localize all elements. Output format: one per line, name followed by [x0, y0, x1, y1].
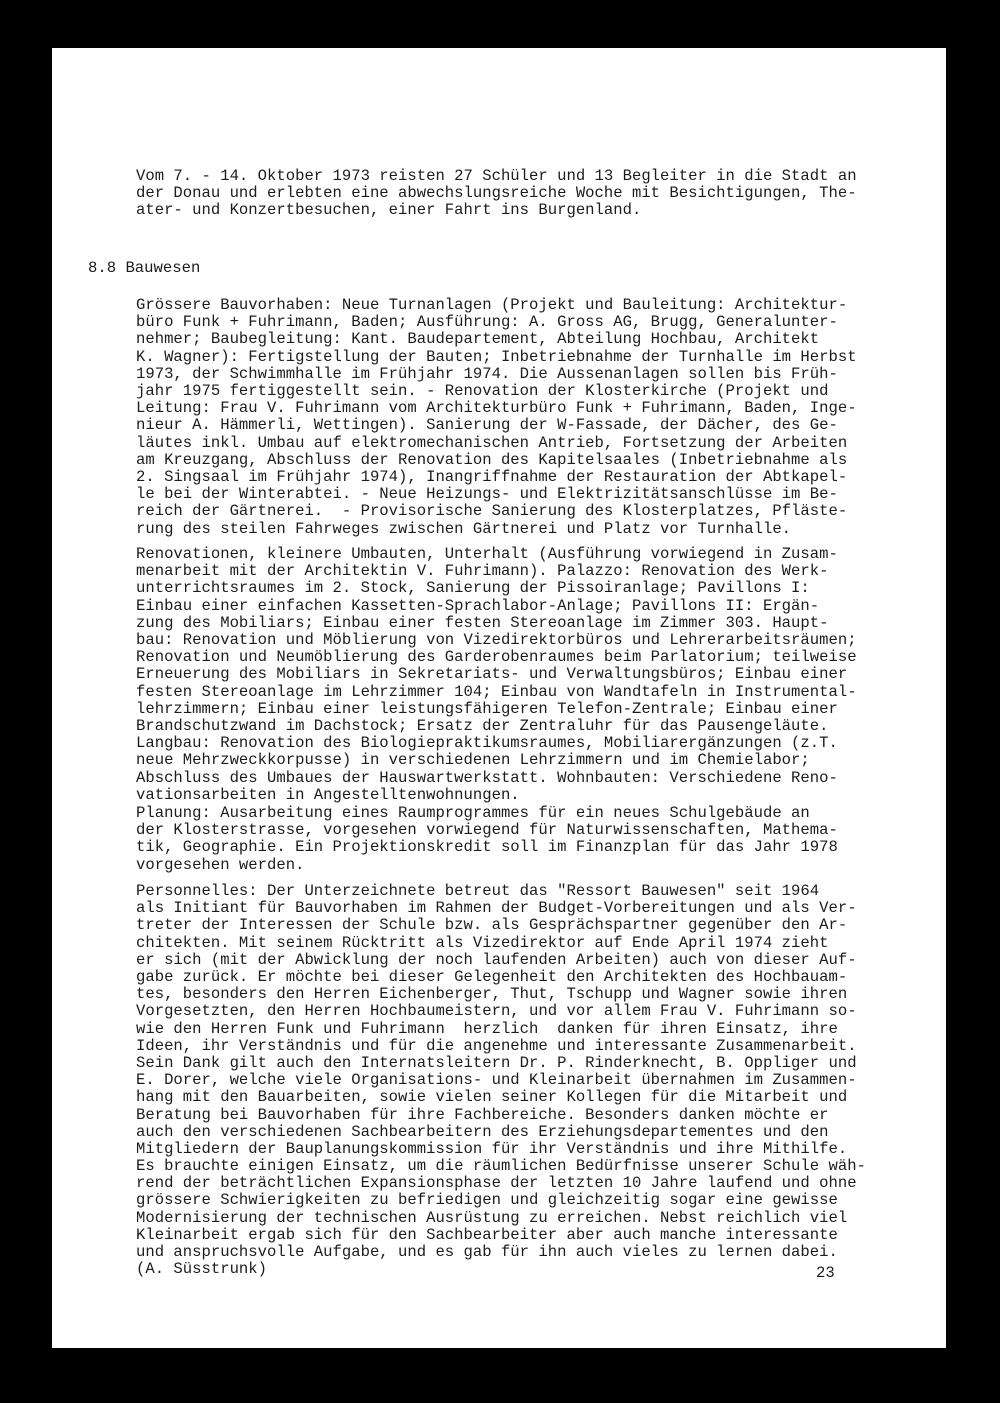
- text-line: grössere Schwierigkeiten zu befriedigen und gleichzeitig sogar eine gewisse: [136, 1191, 838, 1210]
- paragraph-bauvorhaben: [136, 297, 926, 538]
- text-line: Vorgesetzten, den Herren Hochbaumeistern, und vor allem Frau V. Fuhrimann so-: [136, 1002, 857, 1021]
- text-line: Einbau einer einfachen Kassetten-Sprachlabor-Anlage; Pavillons II: Ergän-: [136, 596, 820, 615]
- text-line: jahr 1975 fertiggestellt sein. - Renovation der Klosterkirche (Projekt und: [136, 382, 829, 401]
- text-line: unterrichtsraumes im 2. Stock, Sanierung der Pissoiranlage; Pavillons I:: [136, 579, 810, 598]
- text-line: zung des Mobiliars; Einbau einer festen Stereoanlage im Zimmer 303. Haupt-: [136, 613, 829, 632]
- text-line: Grössere Bauvorhaben: Neue Turnanlagen (Projekt und Bauleitung: Architektur-: [136, 296, 848, 314]
- text-line: Vom 7. - 14. Oktober 1973 reisten 27 Schüler und 13 Begleiter in die Stadt an: [136, 167, 857, 185]
- page-number: 23: [816, 1264, 835, 1282]
- text-line: treter der Interessen der Schule bzw. als Gesprächspartner gegenüber den Ar-: [136, 916, 848, 935]
- text-line: Modernisierung der technischen Ausrüstung zu erreichen. Nebst reichlich viel: [136, 1208, 848, 1227]
- text-line: Beratung bei Bauvorhaben für ihre Fachbereiche. Besonders danken möchte er: [136, 1105, 829, 1124]
- text-line: Renovation und Neumöblierung des Garderobenraumes beim Parlatorium; teilweise: [136, 648, 857, 667]
- text-line: Mitgliedern der Bauplanungskommission für ihr Verständnis und ihre Mithilfe.: [136, 1140, 848, 1159]
- text-line: der Donau und erlebten eine abwechslungsreiche Woche mit Besichtigungen, The-: [136, 184, 857, 203]
- text-line: läutes inkl. Umbau auf elektromechanischen Antrieb, Fortsetzung der Arbeiten: [136, 433, 848, 452]
- text-line: wie den Herren Funk und Fuhrimann herzlich danken für ihren Einsatz, ihre: [136, 1019, 838, 1038]
- text-line: menarbeit mit der Architektin V. Fuhrimann). Palazzo: Renovation des Werk-: [136, 562, 829, 581]
- text-line: lehrzimmern; Einbau einer leistungsfähigeren Telefon-Zentrale; Einbau einer: [136, 699, 838, 718]
- text-line: Leitung: Frau V. Fuhrimann vom Architekturbüro Funk + Fuhrimann, Baden, Inge-: [136, 399, 857, 418]
- text-line: reich der Gärtnerei. - Provisorische Sanierung des Klosterplatzes, Pfläste-: [136, 502, 848, 521]
- text-line: als Initiant für Bauvorhaben im Rahmen der Budget-Vorbereitungen und als Ver-: [136, 899, 857, 918]
- text-line: neue Mehrzweckkorpusse) in verschiedenen Lehrzimmern und im Chemielabor;: [136, 751, 810, 770]
- text-line: 1973, der Schwimmhalle im Frühjahr 1974. Die Aussenanlagen sollen bis Früh-: [136, 364, 838, 383]
- text-line: und anspruchsvolle Aufgabe, und es gab für ihn auch vieles zu lernen dabei.: [136, 1243, 838, 1262]
- text-line: Renovationen, kleinere Umbauten, Unterhalt (Ausführung vorwiegend in Zusam-: [136, 545, 838, 563]
- text-line: nehmer; Baubegleitung: Kant. Baudepartement, Abteilung Hochbau, Architekt: [136, 330, 820, 349]
- text-line: rend der beträchtlichen Expansionsphase der letzten 10 Jahre laufend und ohne: [136, 1174, 857, 1193]
- text-line: festen Stereoanlage im Lehrzimmer 104; Einbau von Wandtafeln in Instrumental-: [136, 682, 857, 701]
- text-line: nieur A. Hämmerli, Wettingen). Sanierung der W-Fassade, der Dächer, des Ge-: [136, 416, 838, 435]
- text-line: büro Funk + Fuhrimann, Baden; Ausführung: A. Gross AG, Brugg, Generalunter-: [136, 313, 838, 332]
- text-line: Langbau: Renovation des Biologiepraktikumsraumes, Mobiliarergänzungen (z.T.: [136, 734, 838, 753]
- text-line: rung des steilen Fahrweges zwischen Gärtnerei und Platz vor Turnhalle.: [136, 519, 792, 538]
- text-line: Kleinarbeit ergab sich für den Sachbearbeiter aber auch manche interessante: [136, 1225, 838, 1244]
- text-line: K. Wagner): Fertigstellung der Bauten; Inbetriebnahme der Turnhalle im Herbst: [136, 347, 857, 366]
- text-line: tik, Geographie. Ein Projektionskredit soll im Finanzplan für das Jahr 1978: [136, 838, 838, 857]
- text-line: am Kreuzgang, Abschluss der Renovation des Kapitelsaales (Inbetriebnahme als: [136, 450, 848, 469]
- text-line: bau: Renovation und Möblierung von Vizedirektorbüros und Lehrerarbeitsräumen;: [136, 631, 857, 650]
- intro-paragraph: [136, 168, 926, 220]
- paragraph-personnelles: [136, 883, 926, 1158]
- text-line: Abschluss des Umbaues der Hauswartwerkstatt. Wohnbauten: Verschiedene Reno-: [136, 768, 838, 787]
- text-line: Planung: Ausarbeitung eines Raumprogrammes für ein neues Schulgebäude an: [136, 804, 810, 822]
- paragraph-closing: [136, 1158, 926, 1278]
- text-line: le bei der Winterabtei. - Neue Heizungs- und Elektrizitätsanschlüsse im Be-: [136, 485, 838, 504]
- text-line: der Klosterstrasse, vorgesehen vorwiegend für Naturwissenschaften, Mathema-: [136, 821, 838, 840]
- text-line: er sich (mit der Abwicklung der noch laufenden Arbeiten) auch von dieser Auf-: [136, 950, 857, 969]
- document-page: [52, 48, 946, 1348]
- section-title: Bauwesen: [125, 259, 201, 277]
- text-line: Brandschutzwand im Dachstock; Ersatz der Zentraluhr für das Pausengeläute.: [136, 717, 829, 736]
- text-line: vorgesehen werden.: [136, 855, 305, 874]
- text-line: auch den verschiedenen Sachbearbeitern des Erziehungsdepartementes und den: [136, 1122, 829, 1141]
- text-line: chitekten. Mit seinem Rücktritt als Vizedirektor auf Ende April 1974 zieht: [136, 933, 829, 952]
- text-line: vationsarbeiten in Angestelltenwohnungen.: [136, 785, 520, 804]
- text-line: gabe zurück. Er möchte bei dieser Gelegenheit den Architekten des Hochbauam-: [136, 968, 848, 987]
- text-line: E. Dorer, welche viele Organisations- und Kleinarbeit übernahmen im Zusammen-: [136, 1071, 857, 1090]
- section-number: 8.8: [88, 259, 117, 277]
- signature-line: (A. Süsstrunk): [136, 1260, 268, 1279]
- text-line: 2. Singsaal im Frühjahr 1974), Inangriffnahme der Restauration der Abtkapel-: [136, 468, 848, 487]
- text-line: Personnelles: Der Unterzeichnete betreut das "Ressort Bauwesen" seit 1964: [136, 882, 820, 900]
- section-heading: [88, 259, 200, 277]
- text-line: tes, besonders den Herren Eichenberger, Thut, Tschupp und Wagner sowie ihren: [136, 985, 848, 1004]
- paragraph-renovationen: [136, 546, 926, 804]
- text-line: Ideen, ihr Verständnis und für die angenehme und interessante Zusammenarbeit.: [136, 1036, 857, 1055]
- text-line: Es brauchte einigen Einsatz, um die räumlichen Bedürfnisse unserer Schule wäh-: [136, 1157, 866, 1175]
- text-line: Erneuerung des Mobiliars in Sekretariats- und Verwaltungsbüros; Einbau einer: [136, 665, 848, 684]
- text-line: hang mit den Bauarbeiten, sowie vielen seiner Kollegen für die Mitarbeit und: [136, 1088, 848, 1107]
- text-line: ater- und Konzertbesuchen, einer Fahrt ins Burgenland.: [136, 201, 642, 220]
- text-line: Sein Dank gilt auch den Internatsleitern Dr. P. Rinderknecht, B. Oppliger und: [136, 1054, 857, 1073]
- paragraph-planung: [136, 805, 926, 874]
